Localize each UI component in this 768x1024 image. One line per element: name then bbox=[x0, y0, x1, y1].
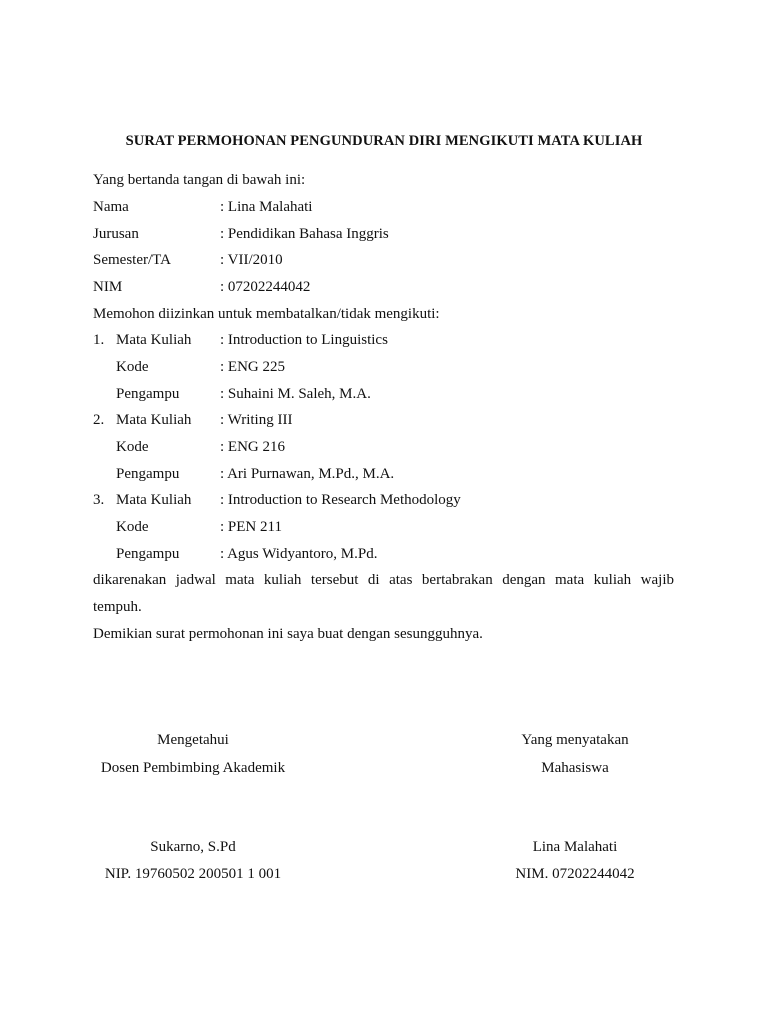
identity-label: NIM bbox=[93, 279, 123, 295]
signature-right-name: Lina Malahati bbox=[532, 839, 618, 855]
course-label: Mata Kuliah bbox=[116, 332, 192, 348]
lecturer-label: Pengampu bbox=[116, 386, 180, 402]
lecturer-label: Pengampu bbox=[116, 466, 180, 482]
request-text: Memohon diizinkan untuk membatalkan/tidak mengikuti: bbox=[93, 306, 440, 322]
course-label: Mata Kuliah bbox=[116, 492, 192, 508]
code-label: Kode bbox=[116, 359, 149, 375]
signature-left-role: Dosen Pembimbing Akademik bbox=[100, 760, 286, 776]
identity-label: Nama bbox=[93, 199, 129, 215]
identity-value: : Lina Malahati bbox=[220, 199, 313, 215]
lecturer-label: Pengampu bbox=[116, 546, 180, 562]
lecturer-value: : Agus Widyantoro, M.Pd. bbox=[220, 546, 378, 562]
course-number: 3. bbox=[93, 492, 105, 508]
course-label: Mata Kuliah bbox=[116, 412, 192, 428]
signature-right-role: Mahasiswa bbox=[541, 760, 609, 776]
identity-label: Semester/TA bbox=[93, 252, 171, 268]
course-value: : Introduction to Research Methodology bbox=[220, 492, 461, 508]
reason-line-2: tempuh. bbox=[93, 599, 142, 615]
reason-line-1: dikarenakan jadwal mata kuliah tersebut di atas bertabrakan dengan mata kuliah wajib bbox=[93, 572, 674, 588]
code-value: : ENG 216 bbox=[220, 439, 285, 455]
signature-right-heading: Yang menyatakan bbox=[521, 732, 629, 748]
signature-right-id: NIM. 07202244042 bbox=[515, 866, 635, 882]
course-number: 1. bbox=[93, 332, 105, 348]
code-value: : PEN 211 bbox=[220, 519, 282, 535]
identity-value: : VII/2010 bbox=[220, 252, 283, 268]
code-value: : ENG 225 bbox=[220, 359, 285, 375]
code-label: Kode bbox=[116, 439, 149, 455]
signature-left-id: NIP. 19760502 200501 1 001 bbox=[104, 866, 282, 882]
identity-value: : 07202244042 bbox=[220, 279, 311, 295]
signature-left-heading: Mengetahui bbox=[157, 732, 229, 748]
course-value: : Writing III bbox=[220, 412, 293, 428]
course-number: 2. bbox=[93, 412, 105, 428]
signature-left-name: Sukarno, S.Pd bbox=[150, 839, 236, 855]
code-label: Kode bbox=[116, 519, 149, 535]
lecturer-value: : Ari Purnawan, M.Pd., M.A. bbox=[220, 466, 395, 482]
lecturer-value: : Suhaini M. Saleh, M.A. bbox=[220, 386, 371, 402]
identity-value: : Pendidikan Bahasa Inggris bbox=[220, 226, 389, 242]
identity-label: Jurusan bbox=[93, 226, 139, 242]
letter-title: SURAT PERMOHONAN PENGUNDURAN DIRI MENGIKUTI MATA KULIAH bbox=[125, 133, 643, 149]
closing-text: Demikian surat permohonan ini saya buat dengan sesungguhnya. bbox=[93, 626, 483, 642]
course-value: : Introduction to Linguistics bbox=[220, 332, 388, 348]
intro-text: Yang bertanda tangan di bawah ini: bbox=[93, 172, 306, 188]
